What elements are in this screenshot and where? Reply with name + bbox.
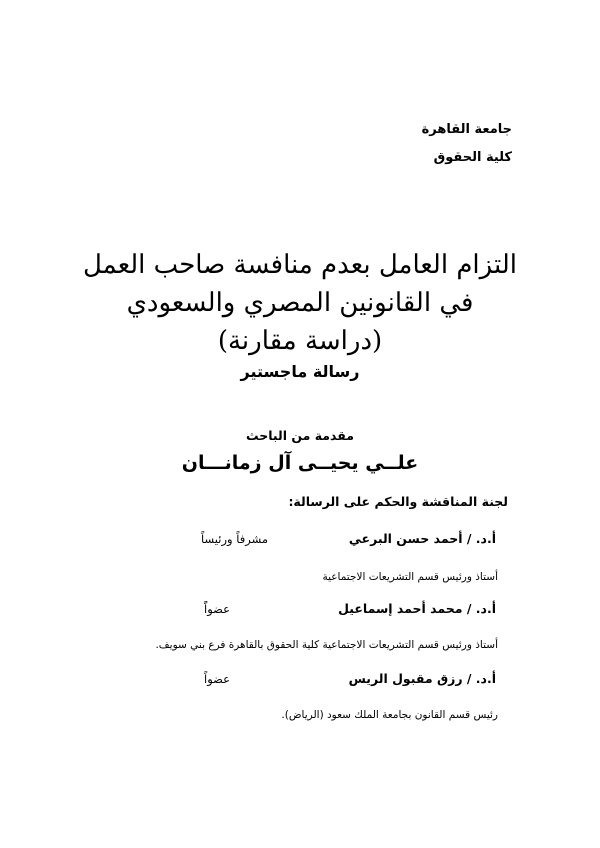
committee-member-3-description: رئيس قسم القانون بجامعة الملك سعود (الرياض). (281, 709, 498, 721)
committee-member-1-description: أستاذ ورئيس قسم التشريعات الاجتماعية (322, 571, 498, 583)
thesis-title-line-1: التزام العامل بعدم منافسة صاحب العمل (82, 250, 517, 280)
faculty-name: كلية الحقوق (433, 150, 512, 165)
university-name: جامعة القاهرة (421, 122, 512, 137)
committee-member-2-description: أستاذ ورئيس قسم التشريعات الاجتماعية كلية الحقوق بالقاهرة فرع بني سويف. (155, 639, 498, 651)
thesis-title-line-2: في القانونين المصري والسعودي (126, 288, 474, 318)
thesis-title-line-3: (دراسة مقارنة) (217, 326, 383, 356)
committee-member-1-role: مشرفاً ورئيساً (201, 532, 268, 546)
committee-member-2-name: أ.د. / محمد أحمد إسماعيل (338, 601, 496, 616)
thesis-type: رسالة ماجستير (240, 362, 360, 381)
committee-member-3-role: عضواً (204, 672, 230, 686)
committee-member-2-role: عضواًً (204, 602, 230, 616)
committee-heading: لجنة المناقشة والحكم على الرسالة: (288, 494, 508, 509)
researcher-name: علــي يحيــى آل زمانـــان (181, 452, 419, 474)
committee-member-3-name: أ.د. / رزق مقبول الريس (348, 671, 496, 686)
researcher-label: مقدمة من الباحث (246, 428, 354, 443)
committee-member-1-name: أ.د. / أحمد حسن البرعي (348, 531, 496, 546)
